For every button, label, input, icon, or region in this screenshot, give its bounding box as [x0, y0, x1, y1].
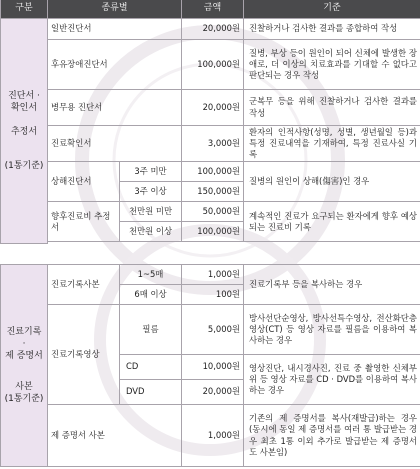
category-line: (1통기준)	[4, 161, 44, 172]
category-cell-certificates	[1, 19, 48, 244]
criteria-text: 기존의 제 증명서를 복사(재발급)하는 경우 (동시에 동일 제 증명서를 여러 통 발급받는 경우 최초 1통 이외 추가로 발급받는 제 증명서도 사본임)	[244, 405, 420, 467]
category-line: 제 증명서	[5, 351, 43, 362]
table-row	[1, 405, 420, 467]
amount-value: 150,000원	[182, 182, 244, 202]
sub-type: DVD	[120, 380, 182, 405]
type-name: 진료확인서	[48, 126, 182, 162]
amount-value: 10,000원	[182, 355, 244, 380]
amount-value: 50,000원	[182, 202, 244, 222]
criteria-text: 환자의 인적사항(성명, 성별, 생년월일 등)과 특정 진료내역을 기재하여, 특정 진료사실 기록	[244, 126, 420, 162]
type-name: 제 증명서 사본	[48, 405, 182, 467]
sub-type: CD	[120, 355, 182, 380]
type-name: 진료기록사본	[48, 265, 120, 305]
table-row	[1, 202, 420, 222]
amount-value: 1,000원	[182, 265, 244, 285]
table-row	[1, 126, 420, 162]
table-row	[1, 19, 420, 40]
header-amount: 금액	[182, 0, 244, 19]
amount-value: 20,000원	[182, 90, 244, 126]
header-type: 종류별	[48, 0, 182, 19]
type-name: 일반진단서	[48, 19, 182, 40]
type-name: 병무용 진단서	[48, 90, 182, 126]
amount-value: 100,000원	[182, 162, 244, 182]
amount-value: 100,000원	[182, 222, 244, 242]
amount-value: 100,000원	[182, 40, 244, 90]
amount-value: 1,000원	[182, 405, 244, 467]
header-criteria: 기준	[244, 0, 420, 19]
type-name: 후유장애진단서	[48, 40, 182, 90]
category-line: 확인서	[10, 103, 38, 113]
table-header-row	[1, 0, 420, 19]
amount-value: 100원	[182, 285, 244, 305]
sub-type: 3주 이상	[120, 182, 182, 202]
criteria-text: 진찰하거나 검사한 결과를 종합하여 작성	[244, 19, 420, 40]
category-line: 사본	[15, 381, 33, 392]
amount-value: 20,000원	[182, 380, 244, 405]
sub-type: 3주 미만	[120, 162, 182, 182]
category-cell-records	[1, 265, 48, 467]
criteria-text: 군복무 등을 위해 진찰하거나 검사한 결과를 작성	[244, 90, 420, 126]
type-name: 상해진단서	[48, 162, 120, 202]
criteria-text: 질병, 부상 등이 원인이 되어 신체에 발생한 장애로, 더 이상의 치료효과를 기대할 수 없다고 판단되는 경우 작성	[244, 40, 420, 90]
table-row	[1, 40, 420, 90]
sub-type: 천만원 미만	[120, 202, 182, 222]
criteria-text: 영상진단, 내시경사진, 진료 중 촬영한 신체부위 등 영상 자료를 CD · DVD를 이용하여 복사하는 경우	[244, 355, 420, 405]
amount-value: 20,000원	[182, 19, 244, 40]
category-line: 진단서 ·	[8, 90, 40, 101]
category-line: (1통기준)	[4, 393, 44, 404]
category-line: 진료기록 ·	[6, 327, 42, 350]
sub-type: 1~5매	[120, 265, 182, 285]
type-name: 향후진료비 추정서	[48, 202, 120, 242]
criteria-text: 방사선단순영상, 방사선특수영상, 전산화단층영상(CT) 등 영상 자료를 필름을 이용하여 복사하는 경우	[244, 305, 420, 355]
table-row	[1, 265, 420, 285]
amount-value: 3,000원	[182, 126, 244, 162]
table-row	[1, 305, 420, 355]
criteria-text: 질병의 원인이 상해(傷害)인 경우	[244, 162, 420, 202]
records-fee-table	[0, 264, 420, 467]
sub-type: 6매 이상	[120, 285, 182, 305]
table-row	[1, 162, 420, 182]
type-name: 진료기록영상	[48, 305, 120, 405]
sub-type: 천만원 이상	[120, 222, 182, 242]
sub-type: 필름	[120, 305, 182, 355]
table-row-spacer	[1, 242, 420, 244]
category-line: 추정서	[10, 127, 38, 138]
header-category: 구분	[1, 0, 48, 19]
criteria-text: 계속적인 진료가 요구되는 환자에게 향후 예상되는 진료비 기록	[244, 202, 420, 242]
amount-value: 5,000원	[182, 305, 244, 355]
table-row	[1, 90, 420, 126]
criteria-text: 진료기록부 등을 복사하는 경우	[244, 265, 420, 305]
